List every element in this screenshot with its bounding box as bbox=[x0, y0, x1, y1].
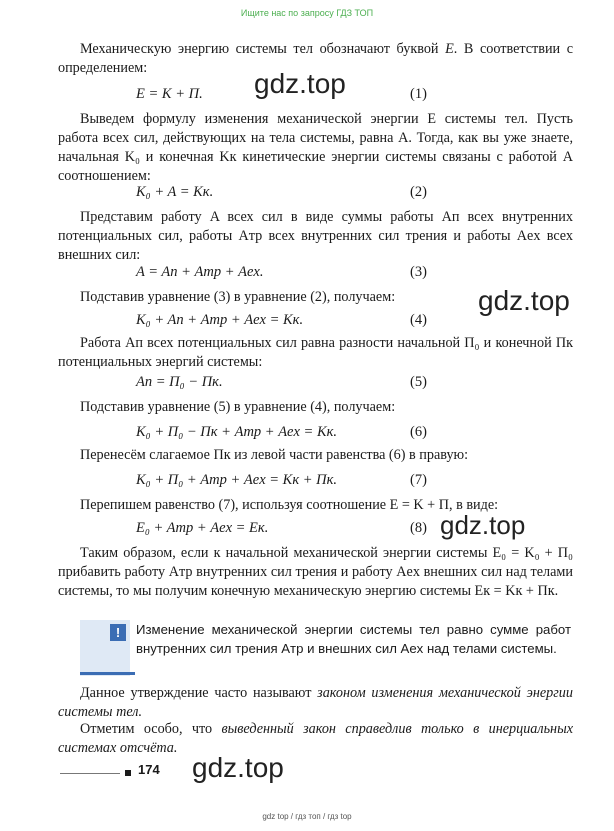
equation-number-2: (2) bbox=[410, 184, 427, 200]
watermark: gdz.top bbox=[254, 68, 346, 99]
paragraph-6: Подставив уравнение (5) в уравнение (4), получаем: bbox=[80, 399, 396, 415]
equation-number-1: (1) bbox=[410, 86, 427, 102]
paragraph-8: Перепишем равенство (7), используя соотношение E = K + П, в виде: bbox=[80, 497, 499, 513]
page-number: 174 bbox=[138, 762, 160, 777]
paragraph-3: Представим работу A всех сил в виде суммы работы Aп всех внутренних потенциальных сил, работы Aтр всех внутренних сил трения и работы Aex всех внешних сил: bbox=[58, 209, 573, 263]
paragraph-2: Выведем формулу изменения механической энергии E системы тел. Пусть работа всех сил, действующих на тела системы, равна A. Тогда, как вы уже знаете, начальная K₀ и конечная Kк кинетические энергии системы связаны с работой A соотношением: bbox=[58, 111, 573, 184]
equation-number-3: (3) bbox=[410, 264, 427, 280]
equation-7: K₀ + П₀ + Aтр + Aex = Kк + Пк. bbox=[136, 472, 338, 488]
paragraph-10: Данное утверждение часто называют законом изменения механической энергии системы тел. bbox=[58, 685, 573, 720]
equation-8: E₀ + Aтр + Aex = Eк. bbox=[136, 520, 269, 536]
equation-2: K₀ + A = Kк. bbox=[136, 184, 214, 200]
header-link[interactable]: Ищите нас по запросу ГДЗ ТОП bbox=[240, 8, 374, 18]
equation-number-4: (4) bbox=[410, 312, 427, 328]
equation-number-8: (8) bbox=[410, 520, 427, 536]
page-number-rule bbox=[60, 773, 120, 774]
callout-text: Изменение механической энергии системы тел равно сумме работ внутренних сил трения Aтр и внешних сил Aex над телами системы. bbox=[136, 622, 571, 656]
exclamation-icon: ! bbox=[110, 624, 126, 641]
equation-number-5: (5) bbox=[410, 374, 427, 390]
paragraph-1: Механическую энергию системы тел обозначают буквой E. В соответствии с определением: bbox=[58, 41, 574, 76]
equation-4: K₀ + Aп + Aтр + Aex = Kк. bbox=[136, 312, 304, 328]
paragraph-5: Работа Aп всех потенциальных сил равна разности начальной П₀ и конечной Пк потенциальных энергий системы: bbox=[58, 335, 573, 370]
paragraph-11: Отметим особо, что выведенный закон справедлив только в инерциальных системах отсчёта. bbox=[58, 721, 573, 756]
key-statement-callout bbox=[80, 620, 570, 676]
paragraph-4: Подставив уравнение (3) в уравнение (2), получаем: bbox=[80, 289, 396, 305]
equation-1: E = K + П. bbox=[136, 86, 203, 102]
equation-3: A = Aп + Aтр + Aex. bbox=[136, 264, 264, 280]
equation-number-7: (7) bbox=[410, 472, 427, 488]
footer-link[interactable]: gdz top / гдз топ / гдз top bbox=[262, 812, 352, 821]
page-number-square bbox=[125, 770, 131, 776]
watermark: gdz.top bbox=[478, 285, 570, 316]
callout-underline bbox=[80, 672, 135, 675]
watermark: gdz.top bbox=[192, 752, 284, 783]
paragraph-7: Перенесём слагаемое Пк из левой части равенства (6) в правую: bbox=[80, 447, 469, 463]
watermark: gdz.top bbox=[440, 510, 526, 540]
equation-5: Aп = П₀ − Пк. bbox=[136, 374, 223, 390]
equation-number-6: (6) bbox=[410, 424, 427, 440]
paragraph-9: Таким образом, если к начальной механической энергии системы E₀ = K₀ + П₀ прибавить работу Aтр внутренних сил трения и работу Aex внешних сил над телами системы, то мы получим конечную механическую энергию системы Eк = Kк + Пк. bbox=[58, 545, 573, 599]
equation-6: K₀ + П₀ − Пк + Aтр + Aex = Kк. bbox=[136, 424, 338, 440]
